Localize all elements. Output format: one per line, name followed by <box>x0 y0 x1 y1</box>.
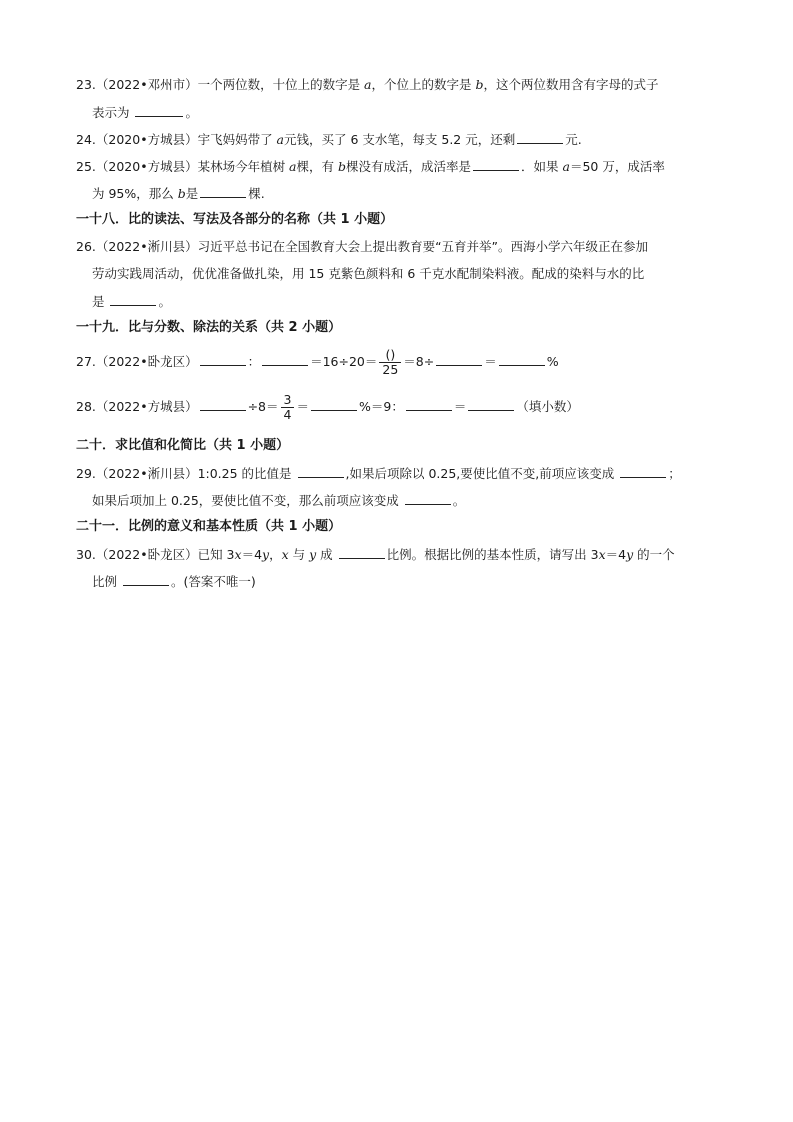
variable-a: a <box>562 159 570 174</box>
fraction <box>379 348 401 377</box>
fraction-denominator: 25 <box>382 362 399 377</box>
question-23-line2: 表示为 。 <box>92 105 198 120</box>
answer-blank[interactable] <box>436 353 482 366</box>
question-29-line2: 如果后项加上 0.25，要使比值不变，那么前项应该变成 。 <box>92 493 466 508</box>
variable-a: a <box>289 159 297 174</box>
answer-blank[interactable] <box>473 158 519 171</box>
answer-blank[interactable] <box>200 398 246 411</box>
answer-blank[interactable] <box>123 573 169 586</box>
answer-blank[interactable] <box>311 398 357 411</box>
answer-blank[interactable] <box>339 546 385 559</box>
question-26-line2: 劳动实践周活动，优优准备做扎染，用 15 克紫色颜料和 6 千克水配制染料液。配成的染料与水的比 <box>92 266 645 281</box>
question-26-line1: 26.（2022•淅川县）习近平总书记在全国教育大会上提出教育要“五育并举”。西海小学六年级正在参加 <box>76 239 649 254</box>
answer-blank[interactable] <box>262 353 308 366</box>
variable-a: a <box>364 77 372 92</box>
section-heading-20: 二十．求比值和化简比（共 1 小题） <box>76 438 290 453</box>
question-27: 27.（2022•卧龙区） ： ＝16÷20＝ $\frac{()}{25}$ ＝8÷ ＝ % <box>76 347 559 377</box>
variable-b: b <box>177 186 186 201</box>
variable-b: b <box>337 159 346 174</box>
question-25-line2: 为 95%，那么 b是 棵. <box>92 186 265 201</box>
answer-blank[interactable] <box>499 353 545 366</box>
section-heading-21: 二十一．比例的意义和基本性质（共 1 小题） <box>76 519 342 534</box>
section-heading-19: 一十九．比与分数、除法的关系（共 2 小题） <box>76 320 342 335</box>
answer-blank[interactable] <box>517 131 563 144</box>
answer-blank[interactable] <box>298 465 344 478</box>
answer-blank[interactable] <box>405 492 451 505</box>
answer-blank[interactable] <box>200 185 246 198</box>
question-24: 24.（2020•方城县）宇飞妈妈带了 a元钱，买了 6 支水笔，每支 5.2 元，还剩 元. <box>76 132 582 147</box>
question-25-line1: 25.（2020•方城县）某林场今年植树 a棵，有 b棵没有成活，成活率是 ．如果 a＝50 万，成活率 <box>76 159 665 174</box>
answer-blank[interactable] <box>110 293 156 306</box>
question-30-line2: 比例 。(答案不唯一) <box>92 574 256 589</box>
question-23-line1: 23.（2022•邓州市）一个两位数，十位上的数字是 a，个位上的数字是 b，这个两位数用含有字母的式子 <box>76 77 659 92</box>
variable-a: a <box>276 132 284 147</box>
fraction-numerator: 3 <box>281 393 295 408</box>
question-28: 28.（2022•方城县） ÷8＝ $\frac{3}{4}$ ＝ %＝9： ＝ （填小数） <box>76 392 579 422</box>
fraction-denominator: 4 <box>283 407 292 422</box>
answer-blank[interactable] <box>468 398 514 411</box>
variable-b: b <box>475 77 484 92</box>
answer-blank[interactable] <box>406 398 452 411</box>
fraction-numerator[interactable]: () <box>379 348 401 363</box>
answer-blank[interactable] <box>200 353 246 366</box>
answer-blank[interactable] <box>620 465 666 478</box>
question-29-line1: 29.（2022•淅川县）1:0.25 的比值是 ,如果后项除以 0.25,要使比值不变,前项应该变成 ； <box>76 466 681 481</box>
question-30-line1: 30.（2022•卧龙区）已知 3x＝4y，x 与 y 成 比例。根据比例的基本性质，请写出 3x＝4y 的一个 <box>76 547 675 562</box>
section-heading-18: 一十八．比的读法、写法及各部分的名称（共 1 小题） <box>76 212 394 227</box>
fraction <box>281 393 295 422</box>
question-26-line3: 是 。 <box>92 294 171 309</box>
answer-blank[interactable] <box>135 104 183 117</box>
